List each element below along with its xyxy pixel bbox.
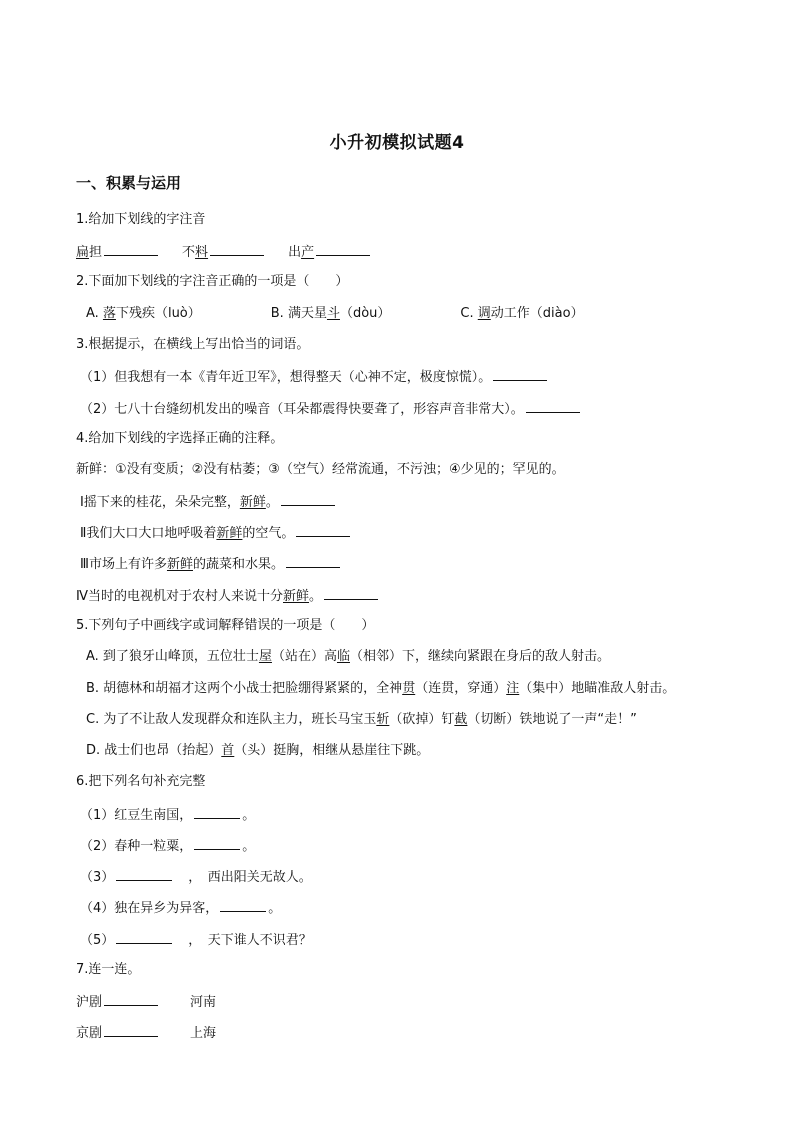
answer-blank[interactable] [286,554,340,568]
question-5-option-d[interactable]: D. 战士们也昂（抬起）首（头）挺胸，相继从悬崖往下跳。 [86,743,430,758]
answer-blank[interactable] [324,586,378,600]
question-6-line-3: （3） ， 西出阳关无故人。 [80,867,312,887]
page-title: 小升初模拟试题4 [329,133,465,153]
question-2-stem: 2.下面加下划线的字注音正确的一项是（ ） [76,274,349,289]
answer-blank[interactable] [526,399,580,413]
question-6-line-4: （4）独在异乡为异客， 。 [80,898,281,918]
question-5-option-b[interactable]: B. 胡德林和胡福才这两个小战士把脸绷得紧紧的，全神贯（连贯，穿通）注（集中）地瞄准敌人射击。 [86,681,676,696]
question-1-stem: 1.给加下划线的字注音 [76,212,206,227]
question-5-stem: 5.下列句子中画线字或词解释错误的一项是（ ） [76,618,375,633]
answer-blank[interactable] [194,805,240,819]
question-6-line-5: （5） ， 天下谁人不识君？ [80,930,312,950]
question-4-item-2: Ⅱ我们大口大口地呼吸着新鲜的空气。 [80,523,352,543]
question-1-items [76,242,372,262]
question-2-options [86,305,584,323]
option-b[interactable]: B. 满天星斗（dòu） [270,306,391,321]
answer-blank[interactable] [281,492,335,506]
answer-blank[interactable] [116,867,172,881]
match-line[interactable] [104,992,158,1006]
question-3-sentence-1: （1）但我想有一本《青年近卫军》，想得整天（心神不定，极度惊慌）。 [80,367,549,387]
question-4-item-1: Ⅰ摇下来的桂花，朵朵完整，新鲜。 [80,492,337,512]
answer-blank[interactable] [220,898,266,912]
match-line[interactable] [104,1023,158,1037]
question-6-line-2: （2）春种一粒粟， 。 [80,836,255,856]
section-heading: 一、积累与运用 [76,174,182,192]
answer-blank[interactable] [296,523,350,537]
question-7-stem: 7.连一连。 [76,962,141,977]
question-4-item-3: Ⅲ市场上有许多新鲜的蔬菜和水果。 [80,554,342,574]
word-2: 不料 [182,245,209,260]
question-5-option-c[interactable]: C. 为了不让敌人发现群众和连队主力，班长马宝玉斩（砍掉）钉截（切断）铁地说了一声“走！” [86,712,637,727]
answer-blank[interactable] [194,836,240,850]
question-6-stem: 6.把下列名句补充完整 [76,774,206,789]
match-row: 京剧 上海 [76,1023,216,1043]
word-1: 扁担 [76,245,103,260]
answer-blank[interactable] [493,367,547,381]
answer-blank[interactable] [104,242,158,256]
match-row: 沪剧 河南 [76,992,216,1012]
question-6-line-1: （1）红豆生南国， 。 [80,805,255,825]
word-3: 出产 [288,245,315,260]
answer-blank[interactable] [210,242,264,256]
option-c[interactable]: C. 调动工作（diào） [460,306,584,321]
option-a[interactable]: A. 落下残疾（luò） [86,306,201,321]
question-4-definition: 新鲜：①没有变质；②没有枯萎；③（空气）经常流通，不污浊；④少见的；罕见的。 [76,462,565,477]
question-3-stem: 3.根据提示，在横线上写出恰当的词语。 [76,337,310,352]
answer-blank[interactable] [316,242,370,256]
answer-blank[interactable] [116,930,172,944]
question-5-option-a[interactable]: A. 到了狼牙山峰顶，五位壮士屋（站在）高临（相邻）下，继续向紧跟在身后的敌人射击。 [86,649,610,664]
question-4-item-4: Ⅳ当时的电视机对于农村人来说十分新鲜。 [76,586,380,606]
question-3-sentence-2: （2）七八十台缝纫机发出的噪音（耳朵都震得快要聋了，形容声音非常大）。 [80,399,582,419]
question-4-stem: 4.给加下划线的字选择正确的注释。 [76,431,284,446]
